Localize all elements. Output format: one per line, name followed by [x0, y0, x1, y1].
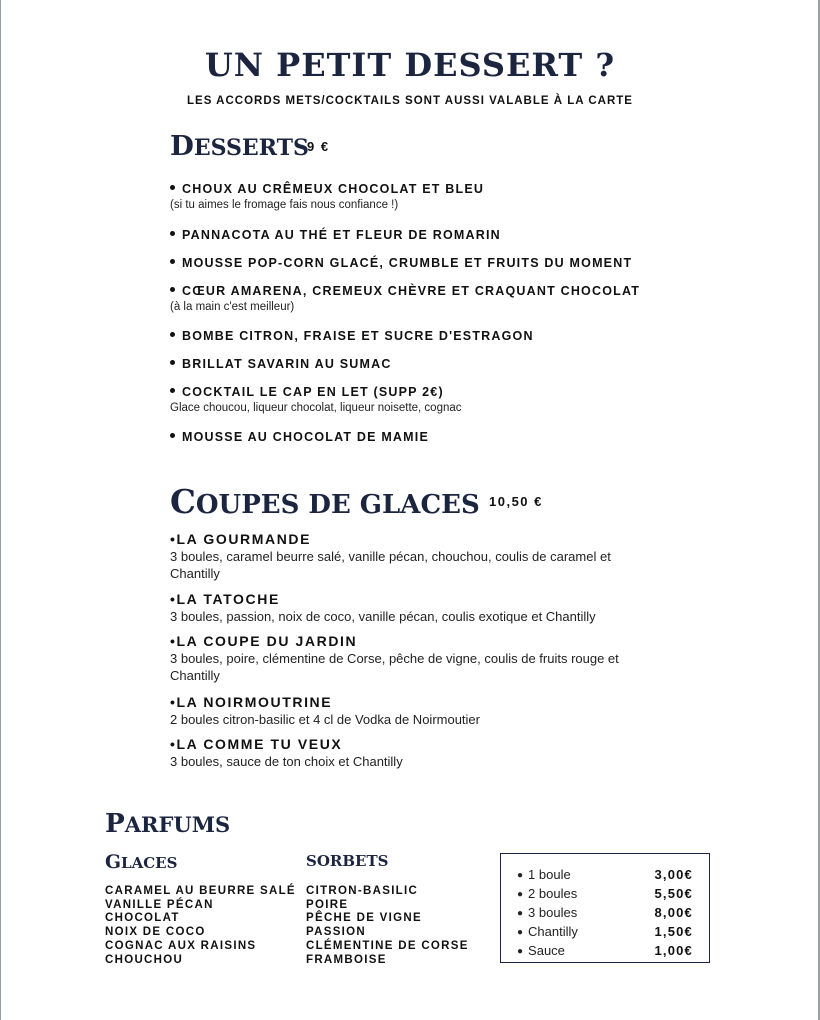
glaces-heading-rest: LACES: [121, 854, 178, 872]
coupe-name: LA TATOCHE: [176, 591, 280, 607]
flavor-item: CITRON-BASILIC: [306, 885, 419, 897]
dessert-name: BRILLAT SAVARIN AU SUMAC: [182, 357, 392, 371]
flavor-item: POIRE: [306, 898, 349, 911]
desserts-heading-rest: ESSERTS: [193, 135, 309, 161]
bullet-icon: [170, 433, 175, 438]
flavor-item: FRAMBOISE: [306, 953, 387, 966]
flavor-item: VANILLE PÉCAN: [105, 898, 214, 911]
dessert-name: PANNACOTA AU THÉ ET FLEUR DE ROMARIN: [182, 228, 501, 242]
coupes-heading: [170, 482, 480, 521]
coupe-name: LA NOIRMOUTRINE: [176, 694, 333, 710]
sorbets-heading: SORBETS: [306, 852, 389, 870]
page-border-left: [0, 0, 1, 1020]
bullet-icon: [170, 360, 175, 365]
dessert-item: [170, 181, 690, 213]
flavor-item: NOIX DE COCO: [105, 926, 206, 939]
dessert-item: [170, 429, 690, 445]
parfums-heading: [105, 808, 230, 839]
parfums-heading-rest: ARFUMS: [124, 812, 231, 837]
flavor-item: CARAMEL AU BEURRE SALÉ: [105, 885, 296, 897]
coupe-item: [170, 632, 650, 684]
coupe-name: LA GOURMANDE: [176, 531, 312, 547]
coupe-desc: 3 boules, caramel beurre salé, vanille pécan, chouchou, coulis de caramel et Chantilly: [170, 549, 611, 581]
price-row: [517, 923, 693, 942]
flavor-item: PASSION: [306, 926, 367, 939]
coupe-item: [170, 530, 650, 582]
flavor-item: CLÉMENTINE DE CORSE: [306, 939, 469, 952]
flavor-item: COGNAC AUX RAISINS: [105, 939, 257, 952]
glaces-heading-cap: G: [105, 851, 122, 873]
dessert-item: [170, 227, 690, 243]
bullet-icon: ●: [517, 889, 524, 900]
coupe-name: LA COUPE DU JARDIN: [176, 633, 358, 649]
bullet-icon: ●: [517, 946, 524, 957]
page-subtitle: LES ACCORDS METS/COCKTAILS SONT AUSSI VALABLE À LA CARTE: [187, 95, 633, 107]
price-value: 5,50€: [654, 886, 693, 901]
desserts-price: 9 €: [307, 139, 330, 154]
price-value: 3,00€: [654, 867, 693, 882]
desserts-heading-cap: D: [170, 130, 194, 162]
price-label: 2 boules: [528, 886, 578, 901]
price-value: 1,00€: [654, 943, 693, 958]
dessert-item: [170, 255, 690, 271]
flavor-item: CHOUCHOU: [105, 953, 184, 966]
desserts-heading: [170, 130, 309, 162]
sorbets-list: [306, 885, 469, 967]
coupe-desc: 3 boules, poire, clémentine de Corse, pêche de vigne, coulis de fruits rouge et Chantilly: [170, 651, 619, 683]
glaces-list: [105, 885, 296, 967]
coupe-name: LA COMME TU VEUX: [176, 736, 343, 752]
bullet-icon: [170, 185, 175, 190]
parfums-heading-cap: P: [105, 808, 125, 839]
coupes-price: 10,50 €: [489, 494, 543, 509]
scoop-price-box: [500, 853, 710, 963]
bullet-icon: •: [170, 736, 177, 752]
bullet-icon: •: [170, 591, 177, 607]
price-value: 1,50€: [654, 924, 693, 939]
bullet-icon: •: [170, 531, 177, 547]
dessert-name: COCKTAIL LE CAP EN LET (SUPP 2€): [182, 385, 444, 399]
price-row: [517, 866, 693, 885]
dessert-name: CHOUX AU CRÊMEUX CHOCOLAT ET BLEU: [182, 182, 485, 196]
dessert-item: [170, 356, 690, 372]
price-row: [517, 904, 693, 923]
dessert-name: MOUSSE AU CHOCOLAT DE MAMIE: [182, 430, 429, 444]
bullet-icon: [170, 231, 175, 236]
flavor-item: PÊCHE DE VIGNE: [306, 912, 422, 925]
price-label: Chantilly: [528, 924, 578, 939]
dessert-name: CŒUR AMARENA, CREMEUX CHÈVRE ET CRAQUANT CHOCOLAT: [182, 284, 641, 298]
coupe-item: [170, 693, 650, 728]
bullet-icon: ●: [517, 908, 524, 919]
glaces-heading: [105, 851, 177, 873]
bullet-icon: [170, 332, 175, 337]
coupe-item: [170, 590, 650, 625]
flavor-item: CHOCOLAT: [105, 912, 180, 925]
price-label: 1 boule: [528, 867, 571, 882]
price-row: [517, 942, 693, 961]
bullet-icon: [170, 259, 175, 264]
coupes-heading-rest: OUPES DE GLACES: [195, 490, 480, 520]
dessert-item: [170, 328, 690, 344]
price-label: Sauce: [528, 943, 565, 958]
page-title: UN PETIT DESSERT ?: [204, 46, 616, 84]
price-label: 3 boules: [528, 905, 578, 920]
dessert-name: MOUSSE POP-CORN GLACÉ, CRUMBLE ET FRUITS DU MOMENT: [182, 256, 633, 270]
bullet-icon: ●: [517, 870, 524, 881]
dessert-item: [170, 283, 690, 315]
coupes-heading-cap: C: [170, 482, 196, 521]
bullet-icon: •: [170, 694, 177, 710]
bullet-icon: ●: [517, 927, 524, 938]
dessert-name: BOMBE CITRON, FRAISE ET SUCRE D'ESTRAGON: [182, 329, 534, 343]
dessert-desc: (à la main c'est meilleur): [170, 301, 295, 313]
coupe-desc: 2 boules citron-basilic et 4 cl de Vodka de Noirmoutier: [170, 712, 480, 727]
coupe-desc: 3 boules, passion, noix de coco, vanille pécan, coulis exotique et Chantilly: [170, 609, 596, 624]
bullet-icon: •: [170, 633, 177, 649]
coupe-desc: 3 boules, sauce de ton choix et Chantilly: [170, 754, 403, 769]
dessert-item: [170, 384, 690, 416]
bullet-icon: [170, 287, 175, 292]
dessert-desc: Glace choucou, liqueur chocolat, liqueur noisette, cognac: [170, 402, 462, 414]
price-row: [517, 885, 693, 904]
coupe-item: [170, 735, 650, 770]
bullet-icon: [170, 388, 175, 393]
price-value: 8,00€: [654, 905, 693, 920]
dessert-desc: (si tu aimes le fromage fais nous confiance !): [170, 199, 399, 211]
